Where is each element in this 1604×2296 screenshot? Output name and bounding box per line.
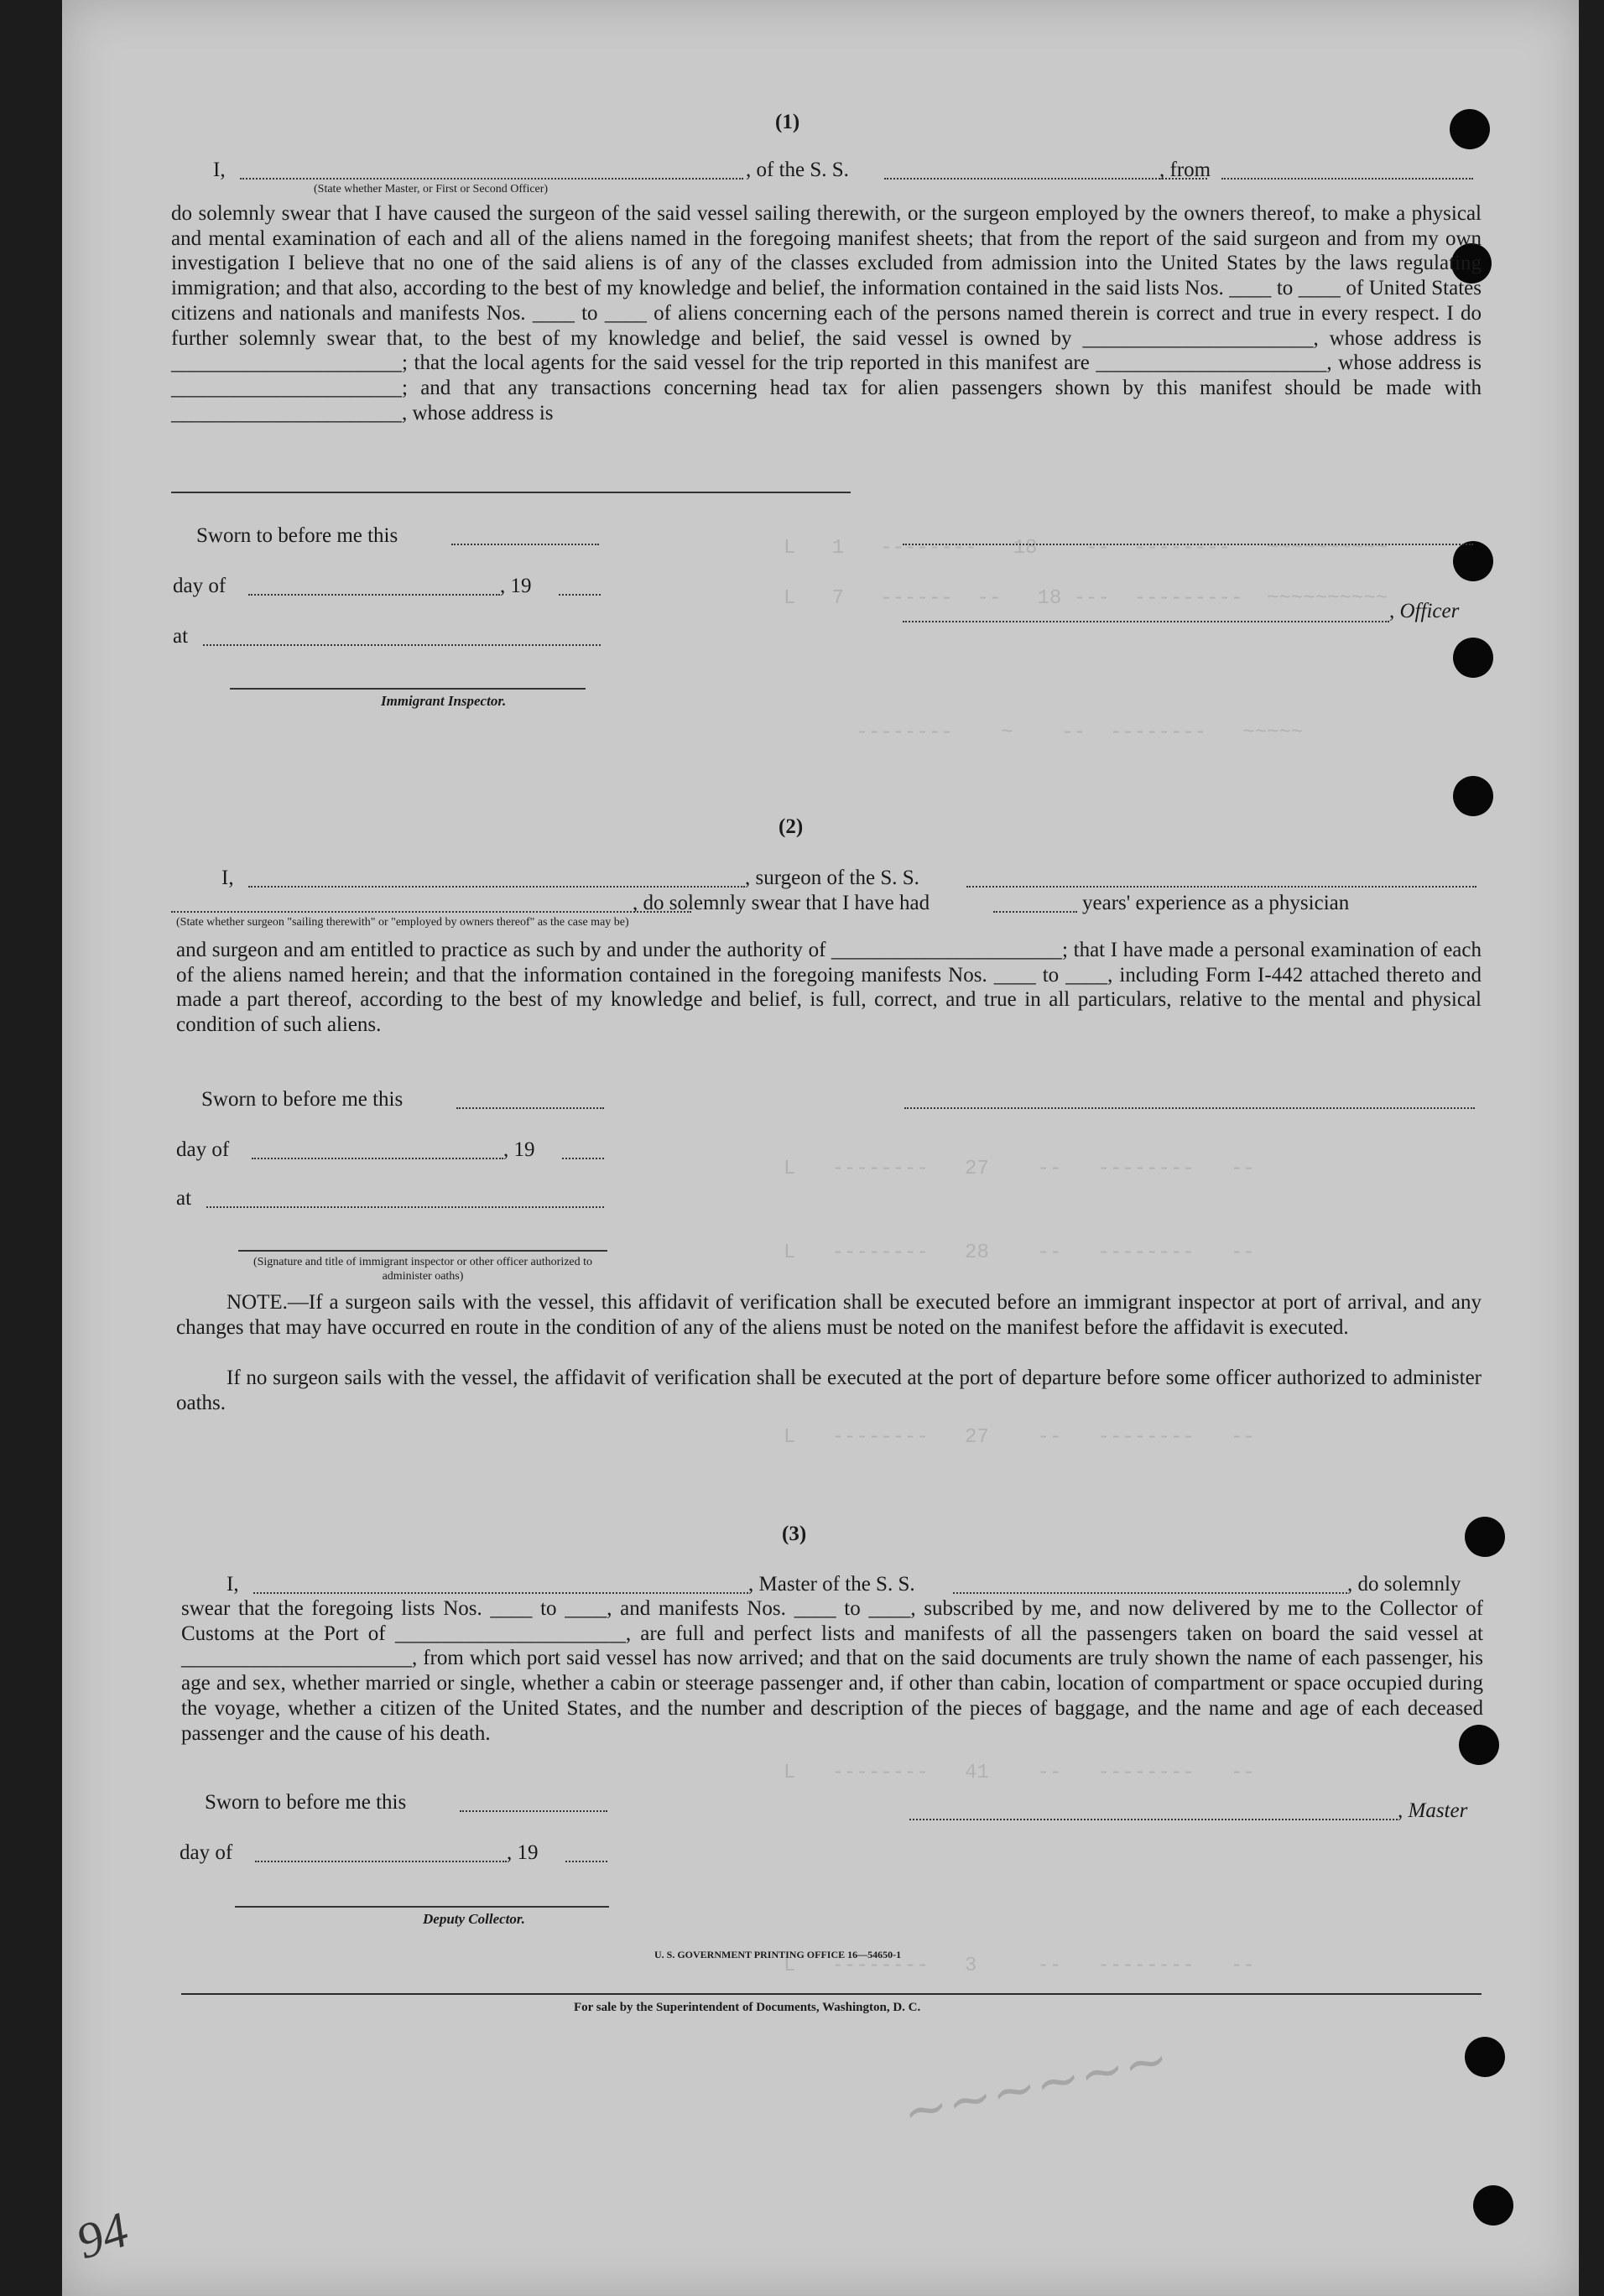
day-of-label: day of	[173, 575, 227, 597]
section-3-oath-text: swear that the foregoing lists Nos. ____ to ____, and manifests Nos. ____ to ____, subscribed by me, and now delivered by me to the Collector of Customs at the Port of ______________________, are full and perfect lists and manifests of all the passengers taken on board the said vessel at ______________________, from which port said vessel has now arrived; and that on the said documents are truly shown the name of each passenger, his age and sex, whether married or single, whether a cabin or steerage passenger and, if other than cabin, location of compartment or space occupied during the voyage, whether a citizen of the United States, and the number and description of the pieces of baggage, and the name and age of each deceased passenger and the cause of his death.	[181, 1597, 1483, 1745]
deputy-collector-signature-line[interactable]	[235, 1906, 609, 1908]
officer-caption: (State whether Master, or First or Second Officer)	[314, 183, 549, 195]
year-field[interactable]	[559, 594, 601, 596]
sworn-date-field-2[interactable]	[456, 1107, 604, 1109]
sworn-label: Sworn to before me this	[196, 524, 398, 547]
punch-hole	[1465, 2037, 1505, 2077]
section-3-i: I,	[227, 1573, 239, 1596]
master-of-label: , Master of the S. S.	[748, 1573, 915, 1596]
surgeon-name-field[interactable]	[248, 886, 745, 888]
day-of-field-2[interactable]	[252, 1158, 503, 1159]
at-label: at	[173, 625, 189, 648]
officer-signature-field[interactable]	[903, 544, 1473, 545]
at-place-field[interactable]	[203, 644, 601, 646]
sworn-date-field[interactable]	[451, 544, 599, 545]
sworn-label-2: Sworn to before me this	[201, 1088, 404, 1111]
section-1-oath-text: do solemnly swear that I have caused the surgeon of the said vessel sailing therewith, or the surgeon employed by the owners thereof, to make a physical and mental examination of each and all of the aliens named in the foregoing manifest sheets; that from the report of the said surgeon and from my own investigation I believe that no one of the said aliens is of any of the classes excluded from admission into the United States by the laws regulating immigration; and that also, according to the best of my knowledge and belief, the information contained in the said lists Nos. ____ to ____ of United States citizens and nationals and manifests Nos. ____ to ____ of aliens concerning each of the persons named therein is correct and true in every respect. I do further solemnly swear that, to the best of my knowledge and belief, the said vessel is owned by ______________________, whose address is ______________________; that the local agents for the said vessel for the trip reported in this manifest are ______________________, whose address is ______________________; and that any transactions concerning head tax for alien passengers shown by this manifest should be made with ______________________, whose address is	[171, 202, 1482, 424]
punch-hole	[1473, 2185, 1513, 2226]
document-page	[62, 0, 1579, 2296]
sworn-label-3: Sworn to before me this	[205, 1791, 407, 1814]
master-signature-field[interactable]	[909, 1819, 1398, 1820]
punch-hole	[1453, 638, 1493, 678]
officer-name-field[interactable]	[240, 178, 743, 180]
note-text: —If a surgeon sails with the vessel, this affidavit of verification shall be executed before an immigrant inspector at port of arrival, and any changes that may have occurred en route in the condition of any of the aliens must be noted on the manifest before the affidavit is executed.	[176, 1291, 1482, 1339]
master-label: , Master	[1398, 1799, 1468, 1822]
separator-rule	[171, 492, 851, 493]
of-ss-label: , of the S. S.	[746, 159, 849, 181]
bleed-through-row: L -------- 27 -- -------- --	[784, 1426, 1255, 1449]
inspector-caption: Immigrant Inspector.	[381, 693, 507, 709]
punch-hole	[1453, 541, 1493, 581]
bleed-through-row: L 7 ------ -- 18 --- --------- ~~~~~~~~~~	[784, 587, 1388, 610]
surgeon-vessel-field[interactable]	[966, 886, 1476, 888]
year-label-3: , 19	[507, 1841, 539, 1864]
bleed-through-row: L -------- 28 -- -------- --	[784, 1242, 1255, 1264]
inspector-signature-line[interactable]	[230, 688, 586, 690]
year-label: , 19	[500, 575, 532, 597]
section-2-oath-text: and surgeon and am entitled to practice as such by and under the authority of ______________________; that I have made a personal examination of each of the aliens named herein; and that the information contained in the foregoing manifests Nos. ____ to ____, including Form I-442 attached thereto and made a part thereof, according to the best of my knowledge and belief, is full, correct, and true in all particulars, relative to the mental and physical condition of such aliens.	[176, 939, 1482, 1037]
punch-hole	[1450, 109, 1490, 149]
at-label-2: at	[176, 1187, 192, 1210]
bleed-through-row: L -------- 3 -- -------- --	[784, 1955, 1255, 1977]
note-paragraph-2: If no surgeon sails with the vessel, the affidavit of verification shall be executed at the port of departure before some officer authorized to administer oaths.	[176, 1367, 1482, 1414]
at-place-field-2[interactable]	[206, 1206, 604, 1208]
section-1-i: I,	[213, 159, 226, 181]
officer-title-field[interactable]	[903, 621, 1389, 622]
day-of-field-3[interactable]	[255, 1861, 507, 1862]
year-field-3[interactable]	[565, 1861, 607, 1862]
deputy-collector-caption: Deputy Collector.	[423, 1911, 525, 1927]
bleed-through-row: L 1 -------- 18 -- -------- ~~~~~~~~~~	[784, 537, 1388, 560]
do-solemnly-label: , do solemnly	[1347, 1573, 1461, 1596]
note-label: NOTE.	[227, 1291, 288, 1314]
surgeon-status-field[interactable]	[171, 911, 691, 913]
margin-handwritten-number: 94	[70, 2201, 135, 2270]
section-2-number: (2)	[779, 815, 804, 838]
gpo-imprint: U. S. GOVERNMENT PRINTING OFFICE 16—54650-1	[654, 1949, 902, 1960]
bleed-through-row: -------- ~ -- -------- ~~~~~	[784, 721, 1304, 744]
years-label: years' experience as a physician	[1082, 892, 1350, 914]
master-name-field[interactable]	[253, 1592, 748, 1594]
section-2-i: I,	[221, 867, 234, 889]
punch-hole	[1453, 776, 1493, 816]
swear-label: , do solemnly swear that I have had	[633, 892, 930, 914]
sworn-date-field-3[interactable]	[460, 1810, 607, 1812]
surgeon-of-label: , surgeon of the S. S.	[745, 867, 919, 889]
officer-label: , Officer	[1389, 600, 1460, 622]
note-paragraph	[176, 1290, 1482, 1340]
day-of-field[interactable]	[248, 594, 500, 596]
master-vessel-field[interactable]	[953, 1592, 1347, 1594]
footer-rule	[181, 1993, 1482, 1995]
day-of-label-3: day of	[180, 1841, 233, 1864]
from-label: , from	[1159, 159, 1211, 181]
section-3-number: (3)	[782, 1523, 807, 1545]
bleed-through-row: L -------- 27 -- -------- --	[784, 1158, 1255, 1180]
surgeon-signature-field[interactable]	[904, 1107, 1475, 1109]
sale-notice: For sale by the Superintendent of Documents, Washington, D. C.	[574, 2001, 921, 2014]
bleed-through-handwriting: ~~~~~~	[897, 2028, 1174, 2145]
day-of-label-2: day of	[176, 1138, 230, 1161]
signature-caption: (Signature and title of immigrant inspector or other officer authorized to administer oaths)	[253, 1256, 593, 1283]
surgeon-caption: (State whether surgeon "sailing therewith" or "employed by owners thereof" as the case may be)	[176, 916, 629, 929]
bleed-through-row: L -------- 41 -- -------- --	[784, 1762, 1255, 1784]
year-field-2[interactable]	[562, 1158, 604, 1159]
years-field[interactable]	[993, 911, 1077, 913]
section-1-number: (1)	[775, 111, 800, 133]
punch-hole	[1465, 1517, 1505, 1557]
from-port-field[interactable]	[1221, 178, 1473, 180]
year-label-2: , 19	[503, 1138, 535, 1161]
inspector-signature-line-2[interactable]	[238, 1250, 607, 1252]
